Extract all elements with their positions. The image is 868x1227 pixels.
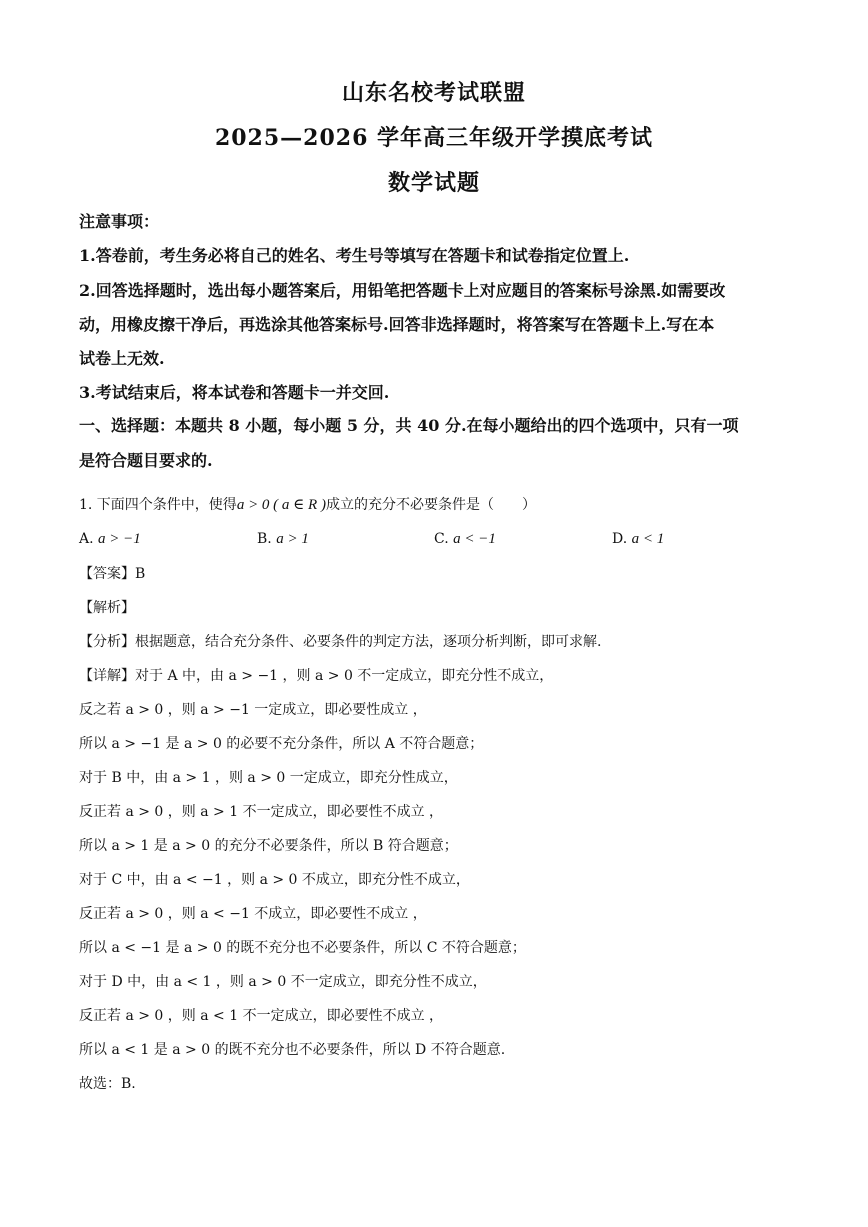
question-1-stem-prefix: 1. 下面四个条件中，使得 — [79, 497, 237, 513]
detail-line: 反正若 a > 0 ，则 a < −1 不成立，即必要性不成立 ， — [79, 906, 427, 922]
option-a-label: A. — [79, 531, 94, 547]
detail-line: 对于 D 中，由 a < 1 ，则 a > 0 不一定成立，即充分性不成立， — [79, 974, 487, 990]
analysis-method: 【分析】根据题意，结合充分条件、必要条件的判定方法，逐项分析判断，即可求解. — [79, 634, 602, 650]
notice-title: 注意事项： — [79, 212, 160, 231]
exam-title: 2025—2026 学年高三年级开学摸底考试 — [214, 125, 654, 151]
notice-item-2-line2: 动，用橡皮擦干净后，再选涂其他答案标号.回答非选择题时，将答案写在答题卡上.写在本 — [79, 315, 715, 334]
option-b — [257, 530, 309, 548]
analysis-title: 【解析】 — [79, 600, 135, 616]
option-c-label: C. — [434, 531, 449, 547]
detail-line: 所以 a > 1 是 a > 0 的充分不必要条件，所以 B 符合题意； — [79, 838, 458, 854]
answer-line: 【答案】B — [79, 566, 146, 582]
notice-item-2-line1: 2.回答选择题时，选出每小题答案后，用铅笔把答题卡上对应题目的答案标号涂黑.如需要改 — [79, 281, 726, 300]
detail-line: 反正若 a > 0 ，则 a < 1 不一定成立，即必要性不成立 ， — [79, 1008, 444, 1024]
detail-line: 对于 B 中，由 a > 1 ，则 a > 0 一定成立，即充分性成立， — [79, 770, 458, 786]
detail-line: 所以 a < 1 是 a > 0 的既不充分也不必要条件，所以 D 不符合题意. — [79, 1042, 506, 1058]
question-1-condition: a > 0 ( a ∈ R ) — [236, 497, 326, 513]
option-b-label: B. — [257, 531, 272, 547]
option-b-math: a > 1 — [276, 531, 309, 547]
question-1-stem — [79, 496, 799, 514]
question-1-stem-suffix: 成立的充分不必要条件是（ ） — [325, 497, 536, 513]
option-c — [434, 530, 496, 548]
option-a-math: a > −1 — [98, 531, 141, 547]
detail-line: 所以 a < −1 是 a > 0 的既不充分也不必要条件，所以 C 不符合题意； — [79, 940, 526, 956]
org-title: 山东名校考试联盟 — [341, 80, 526, 106]
option-c-math: a < −1 — [453, 531, 496, 547]
detail-line: 反之若 a > 0 ，则 a > −1 一定成立，即必要性成立 ， — [79, 702, 427, 718]
option-d — [612, 530, 664, 548]
subject-title: 数学试题 — [387, 170, 480, 196]
section-heading-line1: 一、选择题：本题共 8 小题，每小题 5 分，共 40 分.在每小题给出的四个选项中，只有一项 — [79, 416, 739, 435]
option-a — [79, 530, 141, 548]
detail-line: 所以 a > −1 是 a > 0 的必要不充分条件，所以 A 不符合题意； — [79, 736, 484, 752]
detail-line: 【详解】对于 A 中，由 a > −1 ，则 a > 0 不一定成立，即充分性不成立， — [79, 668, 554, 684]
notice-item-2-line3: 试卷上无效. — [79, 349, 165, 368]
notice-item-3: 3.考试结束后，将本试卷和答题卡一并交回. — [79, 383, 390, 402]
option-d-math: a < 1 — [631, 531, 665, 547]
conclusion-line: 故选：B. — [79, 1076, 136, 1092]
option-d-label: D. — [612, 531, 628, 547]
detail-line: 反正若 a > 0 ，则 a > 1 不一定成立，即必要性不成立 ， — [79, 804, 444, 820]
notice-item-1: 1.答卷前，考生务必将自己的姓名、考生号等填写在答题卡和试卷指定位置上. — [79, 246, 630, 265]
section-heading-line2: 是符合题目要求的. — [79, 451, 213, 470]
detail-line: 对于 C 中，由 a < −1 ，则 a > 0 不成立，即充分性不成立， — [79, 872, 470, 888]
